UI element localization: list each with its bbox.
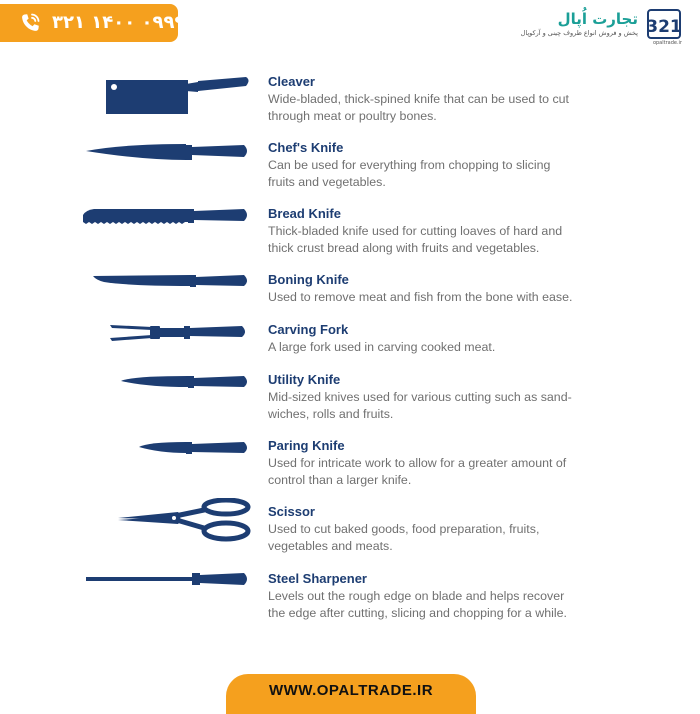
phone-number[interactable]: ۰۹۹۹ ۱۴۰۰ ۳۲۱ — [52, 12, 186, 33]
bread-knife-icon — [80, 206, 252, 226]
item-title: Bread Knife — [268, 206, 341, 221]
carving-fork-icon — [108, 322, 252, 344]
item-title: Steel Sharpener — [268, 571, 367, 586]
item-title: Scissor — [268, 504, 315, 519]
cleaver-icon — [100, 74, 252, 120]
footer-banner — [226, 674, 476, 714]
item-title: Chef's Knife — [268, 140, 344, 155]
brand-text — [521, 10, 638, 38]
website-link[interactable]: WWW.OPALTRADE.IR — [268, 682, 434, 699]
item-description: A large fork used in carving cooked meat. — [268, 340, 496, 354]
item-description: Used for intricate work to allow for a greater amount of control than a larger knife. — [268, 456, 567, 487]
brand-domain[interactable]: opaltrade.ir — [652, 40, 682, 46]
brand-name: تجارت اُپال — [557, 10, 638, 28]
chefs-knife-icon — [82, 140, 252, 164]
scissor-icon — [116, 498, 254, 542]
item-title: Boning Knife — [268, 272, 349, 287]
brand — [520, 8, 690, 48]
item-title: Utility Knife — [268, 372, 341, 387]
item-title: Cleaver — [268, 74, 315, 89]
item-description: Mid-sized knives used for various cutting such as sand- wiches, rolls and fruits. — [268, 390, 572, 421]
paring-knife-icon — [136, 438, 252, 458]
item-description: Used to cut baked goods, food preparation, fruits, vegetables and meats. — [268, 522, 540, 553]
item-description: Wide-bladed, thick-spined knife that can be used to cut through meat or poultry bones. — [268, 92, 569, 123]
item-description: Can be used for everything from chopping to slicing fruits and vegetables. — [268, 158, 551, 189]
boning-knife-icon — [90, 272, 252, 292]
brand-tagline: پخش و فروش انواع ظروف چینی و آرکوپال — [520, 29, 638, 37]
item-description: Levels out the rough edge on blade and helps recover the edge after cutting, slicing and chopping for a while. — [268, 589, 567, 620]
item-description: Thick-bladed knife used for cutting loaves of hard and thick crust bread along with fruits and vegetables. — [268, 224, 563, 255]
steel-sharpener-icon — [84, 571, 252, 587]
item-title: Paring Knife — [268, 438, 345, 453]
utility-knife-icon — [118, 372, 252, 392]
logo-text: 321 — [646, 17, 682, 37]
item-title: Carving Fork — [268, 322, 349, 337]
phone-icon — [18, 11, 42, 35]
item-description: Used to remove meat and fish from the bone with ease. — [268, 290, 573, 304]
phone-badge — [0, 4, 186, 42]
